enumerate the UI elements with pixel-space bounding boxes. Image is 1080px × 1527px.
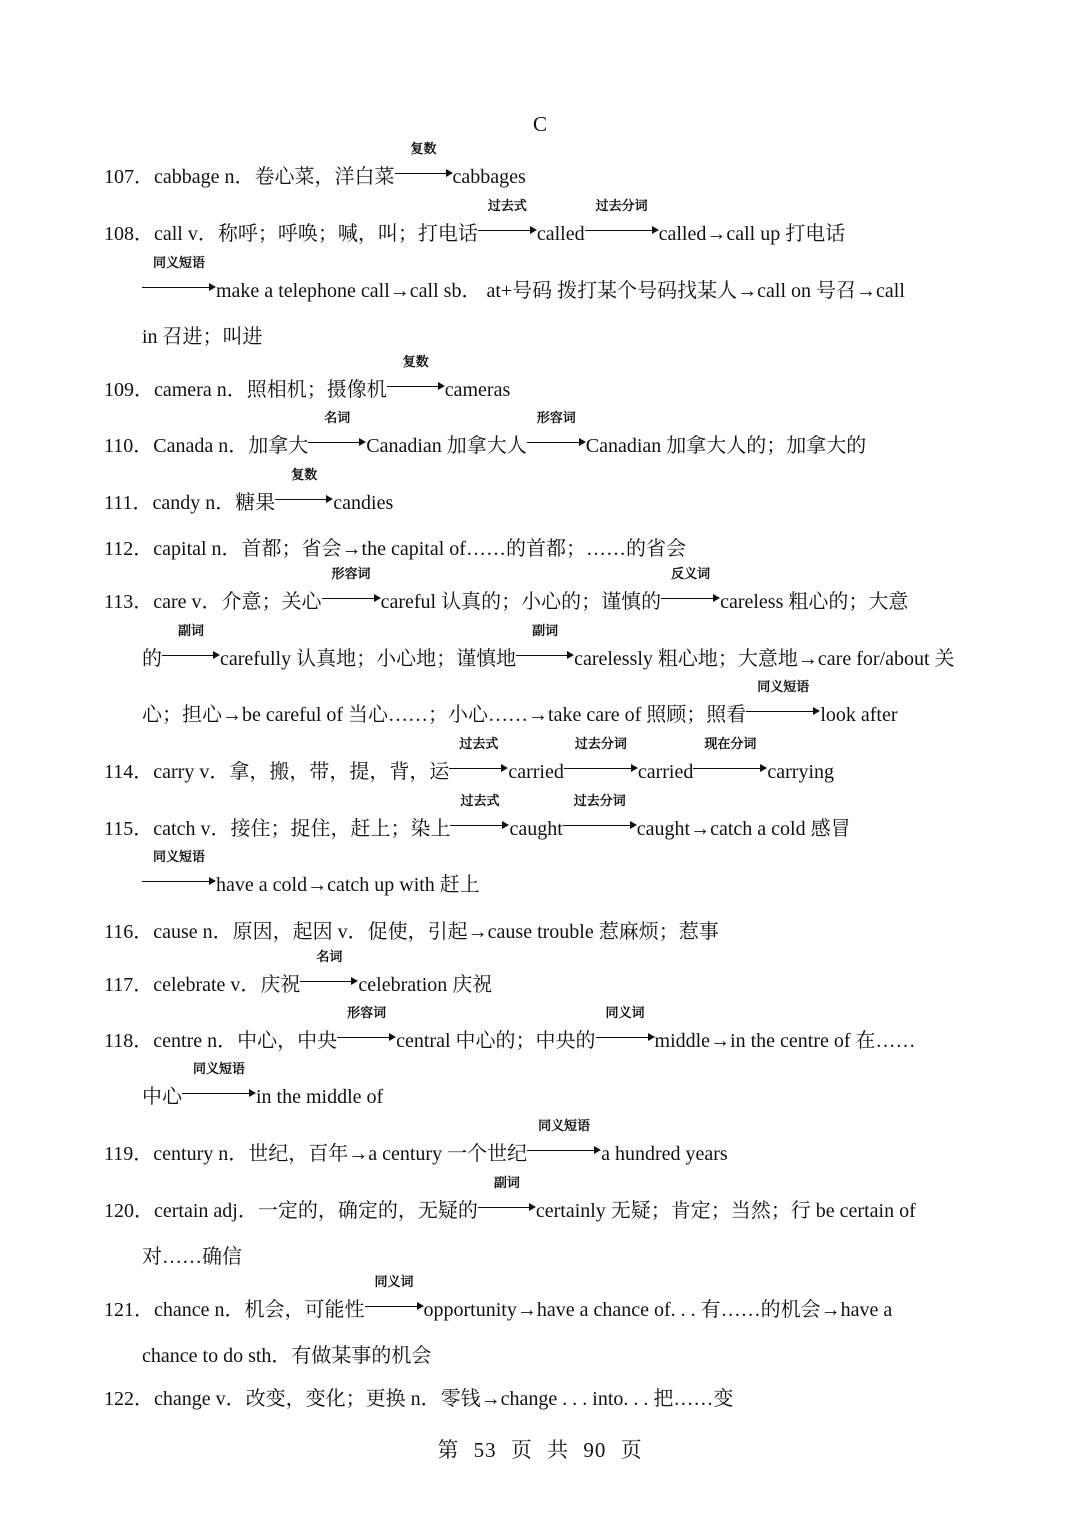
vocab-line (104, 794, 980, 844)
footer-page-label: 第 (437, 1438, 460, 1462)
arrow-label: 复数 (291, 468, 318, 483)
transform-arrow-icon (365, 1275, 424, 1316)
arrow-head-icon (389, 1033, 396, 1041)
transform-arrow-icon (478, 199, 537, 240)
arrow-label: 名词 (324, 411, 351, 426)
arrow-label: 形容词 (331, 567, 371, 582)
vocab-text: candies (333, 492, 394, 514)
transform-arrow-icon (395, 142, 453, 183)
vocab-line (104, 917, 980, 947)
vocab-line (104, 1176, 980, 1226)
arrow-head-icon (530, 226, 537, 234)
vocab-line (104, 468, 980, 518)
vocab-text: 119．century n．世纪，百年→a century 一个世纪 (104, 1143, 528, 1165)
vocab-text: carrying (767, 761, 835, 783)
transform-arrow-icon (142, 850, 216, 891)
arrow-head-icon (594, 1146, 601, 1154)
transform-arrow-icon (275, 468, 333, 509)
transform-arrow-icon (564, 737, 638, 778)
transform-arrow-icon (563, 794, 637, 835)
vocab-text: celebration 庆祝 (358, 974, 493, 996)
arrow-label: 过去式 (460, 794, 500, 809)
arrow-shaft (322, 598, 376, 599)
transform-arrow-icon (585, 199, 659, 240)
arrow-label: 同义短语 (152, 850, 205, 865)
vocab-line (104, 737, 980, 787)
vocab-text: Canadian 加拿大人 (366, 435, 527, 457)
vocab-text: cameras (444, 379, 511, 401)
vocab-text: middle→in the centre of 在…… (654, 1030, 916, 1052)
arrow-head-icon (529, 1203, 536, 1211)
arrow-label: 同义短语 (152, 256, 205, 271)
arrow-label: 现在分词 (704, 737, 757, 752)
vocab-text: in the middle of (256, 1086, 384, 1108)
arrow-shaft (142, 881, 211, 882)
vocab-text: 114．carry v．拿，搬，带，提，背，运 (104, 761, 450, 783)
arrow-shaft (527, 1150, 596, 1151)
transform-arrow-icon (527, 411, 586, 452)
arrow-shaft (563, 825, 632, 826)
transform-arrow-icon (322, 567, 381, 608)
vocab-text: 117．celebrate v．庆祝 (104, 974, 301, 996)
section-heading: C (532, 112, 547, 136)
footer-page-number: 53 (473, 1438, 497, 1462)
arrow-shaft (387, 386, 440, 387)
arrow-shaft (527, 442, 581, 443)
arrow-shaft (564, 768, 633, 769)
vocab-text: 107．cabbage n．卷心菜，洋白菜 (104, 166, 395, 188)
arrow-head-icon (501, 764, 508, 772)
footer-page-unit: 页 (510, 1438, 533, 1462)
arrow-label: 副词 (177, 624, 204, 639)
arrow-head-icon (209, 877, 216, 885)
transform-arrow-icon (162, 624, 220, 665)
transform-arrow-icon (387, 355, 445, 396)
transform-arrow-icon (182, 1062, 256, 1103)
transform-arrow-icon (527, 1119, 601, 1160)
arrow-head-icon (359, 438, 366, 446)
vocab-text: 109．camera n．照相机；摄像机 (104, 379, 387, 401)
vocab-text: carried (508, 761, 564, 783)
arrow-shaft (308, 442, 361, 443)
arrow-label: 复数 (410, 142, 437, 157)
arrow-label: 副词 (532, 624, 559, 639)
vocab-text: 110．Canada n．加拿大 (104, 435, 309, 457)
transform-arrow-icon (596, 1006, 655, 1047)
arrow-label: 同义词 (605, 1006, 645, 1021)
arrow-label: 同义短语 (538, 1119, 591, 1134)
arrow-shaft (365, 1306, 419, 1307)
vocab-line (142, 624, 980, 674)
vocab-text: 115．catch v．接住；捉住，赶上；染上 (104, 818, 451, 840)
vocab-line (142, 1242, 980, 1272)
arrow-head-icon (760, 764, 767, 772)
vocab-text: Canadian 加拿大人的；加拿大的 (585, 435, 867, 457)
arrow-shaft (693, 768, 762, 769)
vocab-line (104, 1384, 980, 1414)
vocab-text: caught→catch a cold 感冒 (636, 818, 851, 840)
vocab-line (104, 1006, 980, 1056)
vocab-text: 对……确信 (142, 1246, 242, 1268)
transform-arrow-icon (142, 256, 216, 297)
arrow-shaft (142, 287, 211, 288)
vocab-line (104, 355, 980, 405)
transform-arrow-icon (449, 737, 508, 778)
arrow-head-icon (446, 169, 453, 177)
arrow-head-icon (652, 226, 659, 234)
arrow-shaft (516, 655, 569, 656)
arrow-label: 形容词 (347, 1006, 387, 1021)
arrow-shaft (450, 825, 504, 826)
vocab-text: certainly 无疑；肯定；当然；行 be certain of (535, 1200, 916, 1222)
transform-arrow-icon (746, 680, 820, 721)
vocab-text: carelessly 粗心地；大意地→care for/about 关 (574, 648, 955, 670)
vocab-line (142, 850, 980, 900)
arrow-head-icon (326, 495, 333, 503)
footer-total-unit: 页 (620, 1438, 643, 1462)
vocab-text: cabbages (452, 166, 526, 188)
arrow-head-icon (374, 594, 381, 602)
arrow-label: 同义短语 (192, 1062, 245, 1077)
vocab-line (142, 256, 980, 306)
arrow-head-icon (417, 1302, 424, 1310)
transform-arrow-icon (661, 567, 720, 608)
arrow-head-icon (438, 382, 445, 390)
vocab-text: 108．call v．称呼；呼唤；喊，叫；打电话 (104, 223, 478, 245)
vocab-text: caught (509, 818, 563, 840)
arrow-shaft (395, 173, 448, 174)
vocab-line (104, 950, 980, 1000)
vocab-text: careful 认真的；小心的；谨慎的 (380, 591, 662, 613)
transform-arrow-icon (478, 1176, 536, 1217)
vocab-line (104, 142, 980, 192)
vocab-text: 118．centre n．中心，中央 (104, 1030, 338, 1052)
arrow-head-icon (579, 438, 586, 446)
vocab-text: carefully 认真地；小心地；谨慎地 (220, 648, 517, 670)
arrow-shaft (478, 1207, 531, 1208)
vocab-line (104, 199, 980, 249)
vocab-text: have a cold→catch up with 赶上 (216, 874, 480, 896)
vocab-line (142, 1341, 980, 1371)
arrow-head-icon (813, 707, 820, 715)
page-footer (0, 1434, 1080, 1464)
arrow-head-icon (209, 283, 216, 291)
arrow-label: 形容词 (536, 411, 576, 426)
footer-total-number: 90 (583, 1438, 607, 1462)
vocab-text: a hundred years (601, 1143, 728, 1165)
arrow-label: 过去式 (459, 737, 499, 752)
arrow-head-icon (567, 651, 574, 659)
vocab-line (142, 680, 980, 730)
vocab-text: central 中心的；中央的 (396, 1030, 596, 1052)
vocab-line (142, 1062, 980, 1112)
arrow-shaft (182, 1093, 251, 1094)
vocab-text: 113．care v．介意；关心 (104, 591, 322, 613)
arrow-shaft (746, 711, 815, 712)
vocab-text: look after (820, 704, 898, 726)
arrow-label: 同义词 (374, 1275, 414, 1290)
arrow-shaft (478, 230, 532, 231)
vocab-line (104, 411, 980, 461)
arrow-head-icon (213, 651, 220, 659)
arrow-head-icon (502, 821, 509, 829)
vocab-text: 的 (142, 648, 162, 670)
arrow-shaft (661, 598, 715, 599)
vocab-text: chance to do sth．有做某事的机会 (142, 1345, 432, 1367)
vocab-text: opportunity→have a chance of. . . 有……的机会→have a (423, 1299, 893, 1321)
arrow-shaft (585, 230, 654, 231)
vocab-text: make a telephone call→call sb． at+号码 拨打某个号码找某人→call on 号召→call (216, 280, 905, 302)
vocab-text: called (536, 223, 585, 245)
arrow-head-icon (630, 821, 637, 829)
arrow-head-icon (713, 594, 720, 602)
vocab-text: 121．chance n．机会，可能性 (104, 1299, 365, 1321)
arrow-head-icon (631, 764, 638, 772)
arrow-label: 过去分词 (595, 199, 648, 214)
footer-total-label: 共 (547, 1438, 570, 1462)
vocab-text: 心；担心→be careful of 当心……；小心……→take care of 照顾；照看 (142, 704, 747, 726)
vocab-text: called→call up 打电话 (658, 223, 846, 245)
vocab-text: 中心 (142, 1086, 182, 1108)
transform-arrow-icon (516, 624, 574, 665)
vocab-line (142, 322, 980, 352)
arrow-label: 过去分词 (573, 794, 626, 809)
vocab-text: 120．certain adj．一定的，确定的，无疑的 (104, 1200, 478, 1222)
vocab-text: 112．capital n．首都；省会→the capital of……的首都；……的省会 (104, 538, 686, 560)
transform-arrow-icon (337, 1006, 396, 1047)
vocab-line (104, 534, 980, 564)
vocab-text: careless 粗心的；大意 (720, 591, 909, 613)
transform-arrow-icon (308, 411, 366, 452)
arrow-shaft (162, 655, 215, 656)
arrow-label: 同义短语 (757, 680, 810, 695)
arrow-label: 副词 (493, 1176, 520, 1191)
arrow-label: 过去式 (487, 199, 527, 214)
vocab-line (104, 567, 980, 617)
vocab-line (104, 1119, 980, 1169)
arrow-shaft (337, 1037, 391, 1038)
arrow-label: 过去分词 (574, 737, 627, 752)
arrow-head-icon (249, 1089, 256, 1097)
vocab-text: 116．cause n．原因，起因 v．促使，引起→cause trouble 惹麻烦；惹事 (104, 921, 719, 943)
vocab-line (104, 1275, 980, 1325)
arrow-head-icon (648, 1033, 655, 1041)
arrow-label: 名词 (316, 950, 343, 965)
transform-arrow-icon (693, 737, 767, 778)
vocab-text: 111．candy n．糖果 (104, 492, 276, 514)
transform-arrow-icon (450, 794, 509, 835)
arrow-shaft (449, 768, 503, 769)
vocab-text: 122．change v．改变，变化；更换 n．零钱→change . . . into. . . 把……变 (104, 1388, 734, 1410)
arrow-shaft (300, 981, 353, 982)
arrow-label: 复数 (402, 355, 429, 370)
transform-arrow-icon (300, 950, 358, 991)
vocab-text: in 召进；叫进 (142, 326, 263, 348)
arrow-head-icon (351, 977, 358, 985)
vocab-text: carried (637, 761, 694, 783)
arrow-shaft (275, 499, 328, 500)
arrow-shaft (596, 1037, 650, 1038)
arrow-label: 反义词 (671, 567, 711, 582)
